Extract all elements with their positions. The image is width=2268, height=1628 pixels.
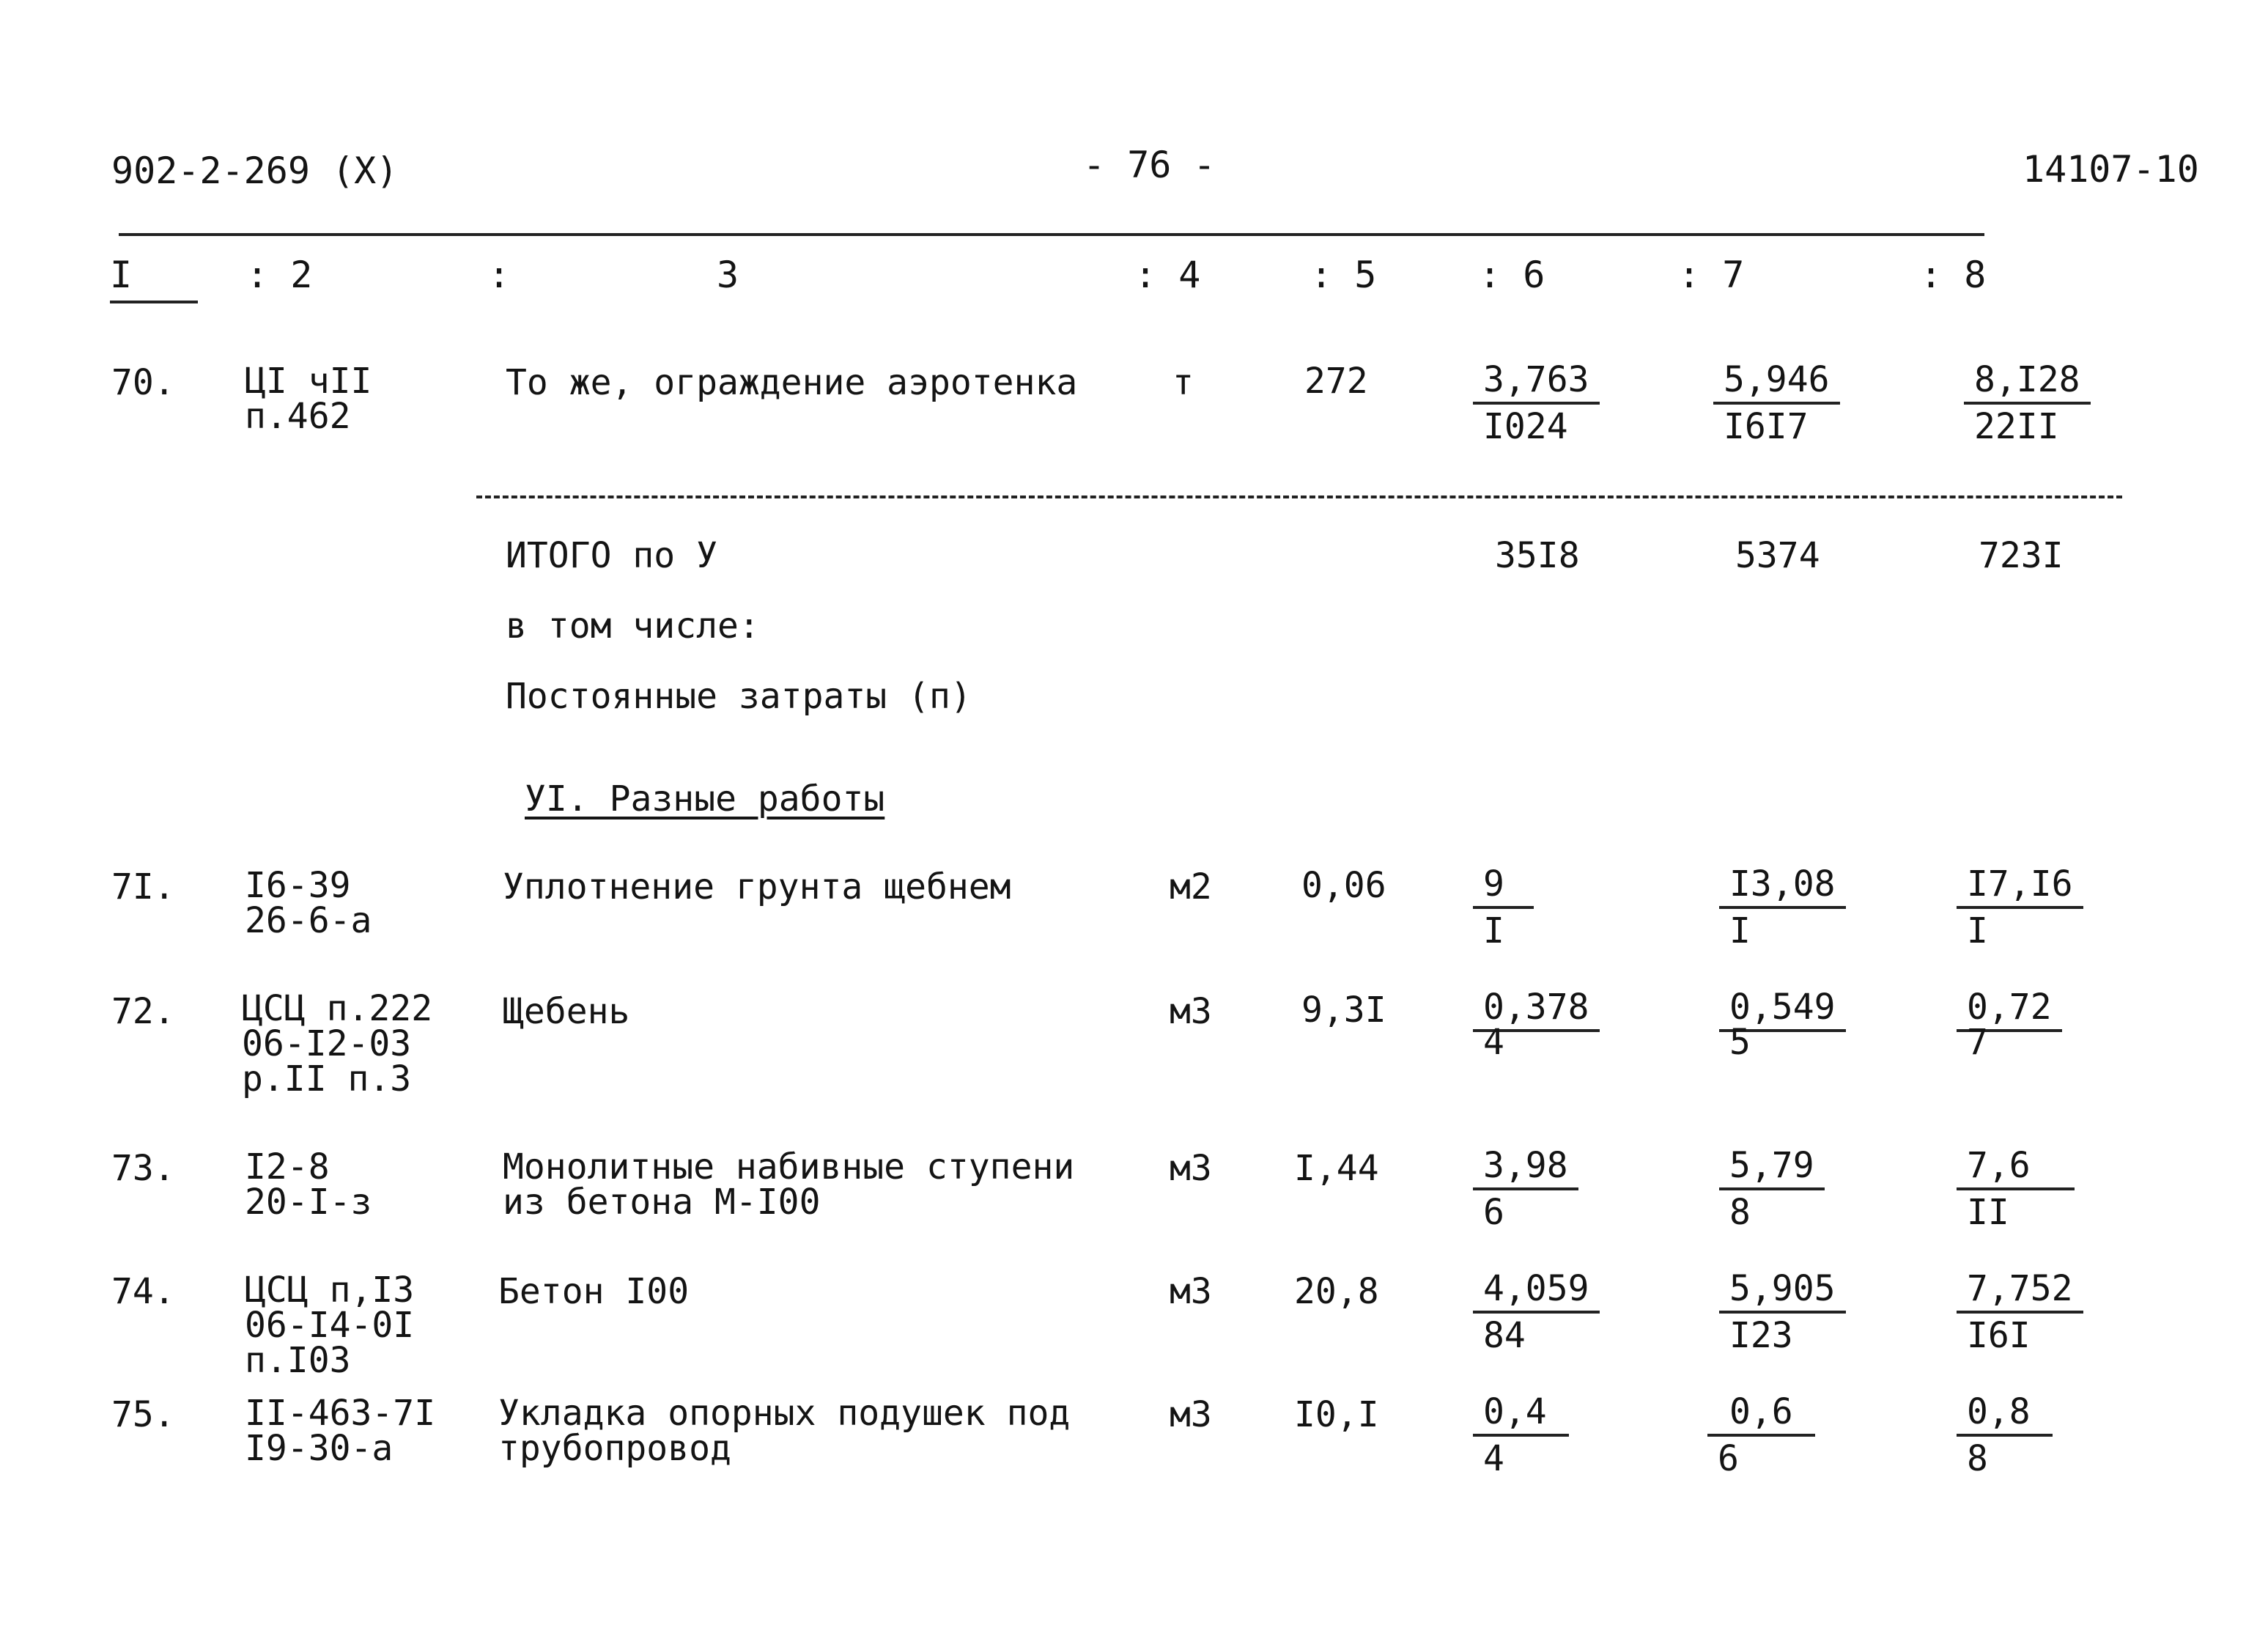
- cost-col8: $\frac{0,8}{8}$: [1957, 1394, 2053, 1476]
- row-code: ЦI чII п.462: [245, 361, 372, 437]
- col-header-1: I: [110, 257, 198, 303]
- cost-col8: 0,72 7: [1957, 990, 2062, 1060]
- cost-col8: $\frac{7,752}{I6I}$: [1957, 1271, 2083, 1353]
- page-number: - 76 -: [1083, 144, 1216, 186]
- cost-col8: $\frac{8,I28}{22II}$: [1964, 362, 2091, 444]
- row-description: Укладка опорных подушек под трубопровод: [498, 1393, 1071, 1469]
- col-header-5: : 5: [1310, 254, 1377, 296]
- cost-col7: $\frac{0,6}{6}$: [1707, 1394, 1815, 1476]
- row-description: Бетон I00: [498, 1271, 690, 1312]
- cost-col8: $\frac{I7,I6}{I}$: [1957, 866, 2083, 949]
- row-quantity: I0,I: [1294, 1394, 1379, 1435]
- row-code: ЦСЦ п,I3 06-I4-0I п.I03: [245, 1270, 415, 1381]
- cost-col8: $\frac{7,6}{II}$: [1957, 1148, 2075, 1230]
- col-header-7: : 7: [1678, 254, 1745, 296]
- total-col8: 723I: [1979, 535, 2064, 576]
- cost-col7: 0,549 5: [1719, 990, 1846, 1060]
- cost-col7: $\frac{5,905}{I23}$: [1719, 1271, 1846, 1353]
- col-header-sep: :: [488, 254, 511, 296]
- total-col7: 5374: [1735, 535, 1820, 576]
- row-description: Щебень: [503, 991, 630, 1032]
- sheet-reference: 14107-10: [2023, 148, 2199, 191]
- cost-col7: $\frac{5,79}{8}$: [1719, 1148, 1825, 1230]
- cost-col7: $\frac{5,946}{I6I7}$: [1713, 362, 1840, 444]
- row-description: Уплотнение грунта щебнем: [503, 866, 1011, 907]
- fixed-costs-label: Постоянные затраты (п): [506, 676, 972, 717]
- row-quantity: 0,06: [1301, 865, 1386, 906]
- row-description: То же, ограждение аэротенка: [506, 362, 1078, 403]
- cost-col6: $\frac{3,98}{6}$: [1473, 1148, 1578, 1230]
- document-code: 902-2-269 (X): [111, 150, 399, 192]
- row-quantity: 9,3I: [1301, 990, 1386, 1031]
- row-unit: м3: [1170, 1271, 1212, 1312]
- including-label: в том числе:: [506, 605, 760, 647]
- section-title: УI. Разные работы: [525, 778, 885, 819]
- col-header-8: : 8: [1920, 254, 1987, 296]
- row-unit: м3: [1170, 1148, 1212, 1189]
- header-rule: [119, 233, 1984, 236]
- col-header-2: : 2: [246, 254, 313, 296]
- row-number: 70.: [111, 362, 175, 403]
- cost-col7: $\frac{I3,08}{I}$: [1719, 866, 1846, 949]
- col-header-3: 3: [717, 254, 739, 296]
- cost-col6: $\frac{9}{I}$: [1473, 866, 1534, 949]
- cost-col6: 0,378 4: [1473, 990, 1600, 1060]
- row-number: 74.: [111, 1271, 175, 1312]
- total-col6: 35I8: [1495, 535, 1580, 576]
- row-unit: м3: [1170, 1394, 1212, 1435]
- row-code: I2-8 20-I-з: [245, 1146, 372, 1223]
- row-number: 75.: [111, 1394, 175, 1435]
- row-description: Монолитные набивные ступени из бетона М-I00: [503, 1146, 1075, 1223]
- cost-col6: $\frac{0,4}{4}$: [1473, 1394, 1569, 1476]
- row-quantity: 20,8: [1294, 1271, 1379, 1312]
- row-number: 7I.: [111, 866, 175, 907]
- row-unit: т: [1172, 362, 1194, 403]
- row-quantity: 272: [1304, 361, 1368, 402]
- row-number: 73.: [111, 1148, 175, 1189]
- col-header-4: : 4: [1134, 254, 1201, 296]
- total-label: ИТОГО по У: [506, 535, 717, 576]
- col-header-6: : 6: [1479, 254, 1545, 296]
- row-code: ЦСЦ п.222 06-I2-03 р.II п.3: [242, 988, 433, 1100]
- row-code: I6-39 26-6-а: [245, 865, 372, 941]
- row-quantity: I,44: [1294, 1148, 1379, 1189]
- row-unit: м3: [1170, 991, 1212, 1032]
- row-code: II-463-7I I9-30-а: [245, 1393, 436, 1469]
- subtotal-rule: [476, 496, 2122, 498]
- row-number: 72.: [111, 991, 175, 1032]
- cost-col6: $\frac{3,763}{I024}$: [1473, 362, 1600, 444]
- row-unit: м2: [1170, 866, 1212, 907]
- cost-col6: $\frac{4,059}{84}$: [1473, 1271, 1600, 1353]
